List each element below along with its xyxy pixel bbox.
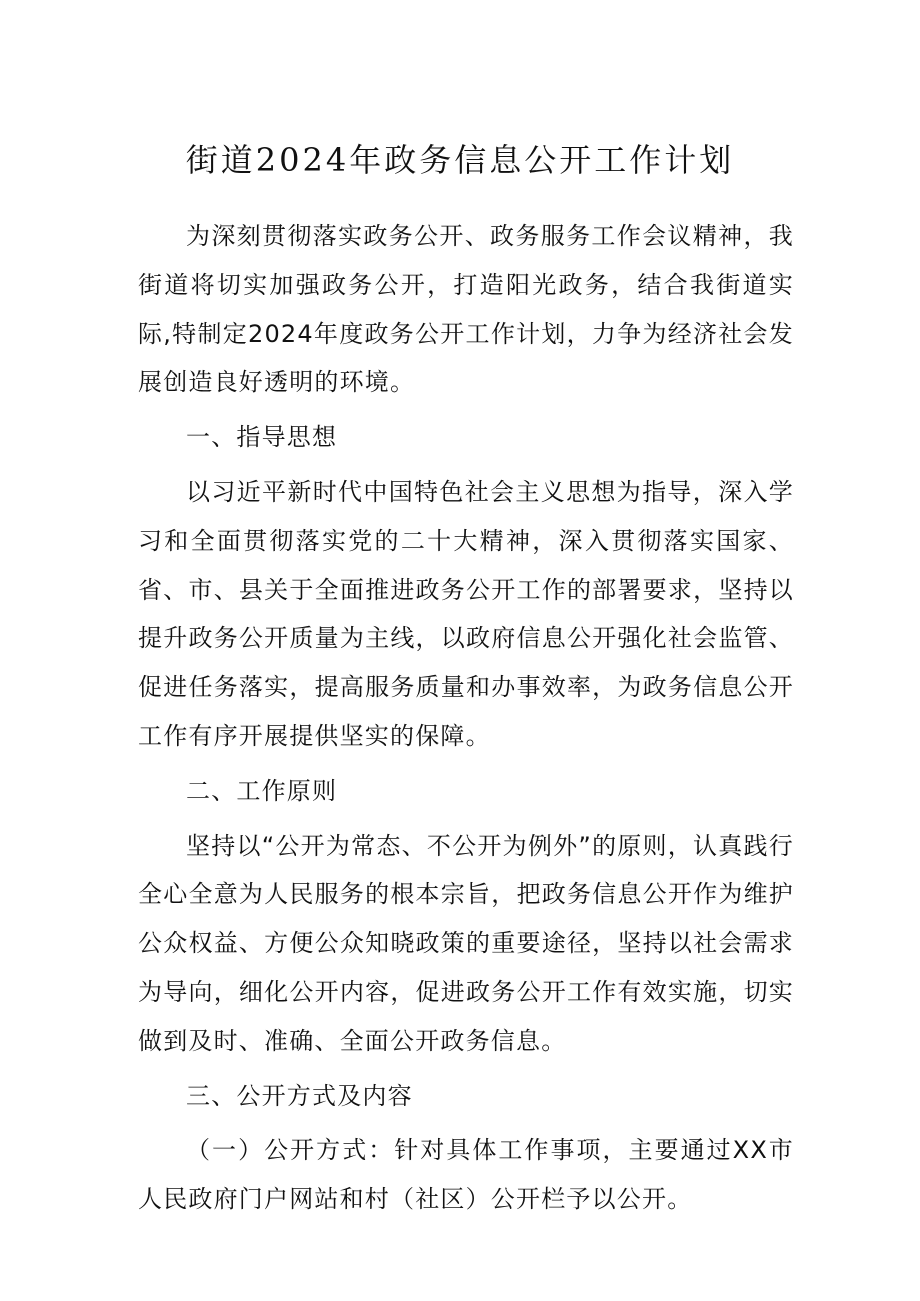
section-heading-guiding-ideology: 一、指导思想: [186, 423, 338, 452]
section-heading-work-principles: 二、工作原则: [186, 776, 338, 805]
document-title: 街道2024年政务信息公开工作计划: [185, 141, 735, 179]
work-principles-paragraph: 坚持以“公开为常态、不公开为例外”的原则，认真践行全心全意为人民服务的根本宗旨，把政务信息公开作为维护公众权益、方便公众知晓政策的重要途径，坚持以社会需求为导向，细化公开内容，促进政务公开工作有效实施，切实做到及时、准确、全面公开政务信息。: [138, 831, 794, 1055]
section-heading-disclosure-methods: 三、公开方式及内容: [186, 1081, 413, 1110]
document-body: [138, 212, 794, 1224]
intro-paragraph: 为深刻贯彻落实政务公开、政务服务工作会议精神，我街道将切实加强政务公开，打造阳光政务，结合我街道实际,特制定2024年度政务公开工作计划，力争为经济社会发展创造良好透明的环境。: [138, 222, 794, 397]
guiding-ideology-paragraph: 以习近平新时代中国特色社会主义思想为指导，深入学习和全面贯彻落实党的二十大精神，深入贯彻落实国家、省、市、县关于全面推进政务公开工作的部署要求，坚持以提升政务公开质量为主线，以政府信息公开强化社会监管、促进任务落实，提高服务质量和办事效率，为政务信息公开工作有序开展提供坚实的保障。: [138, 477, 794, 750]
disclosure-method-paragraph: （一）公开方式：针对具体工作事项，主要通过XX市人民政府门户网站和村（社区）公开栏予以公开。: [138, 1136, 794, 1214]
